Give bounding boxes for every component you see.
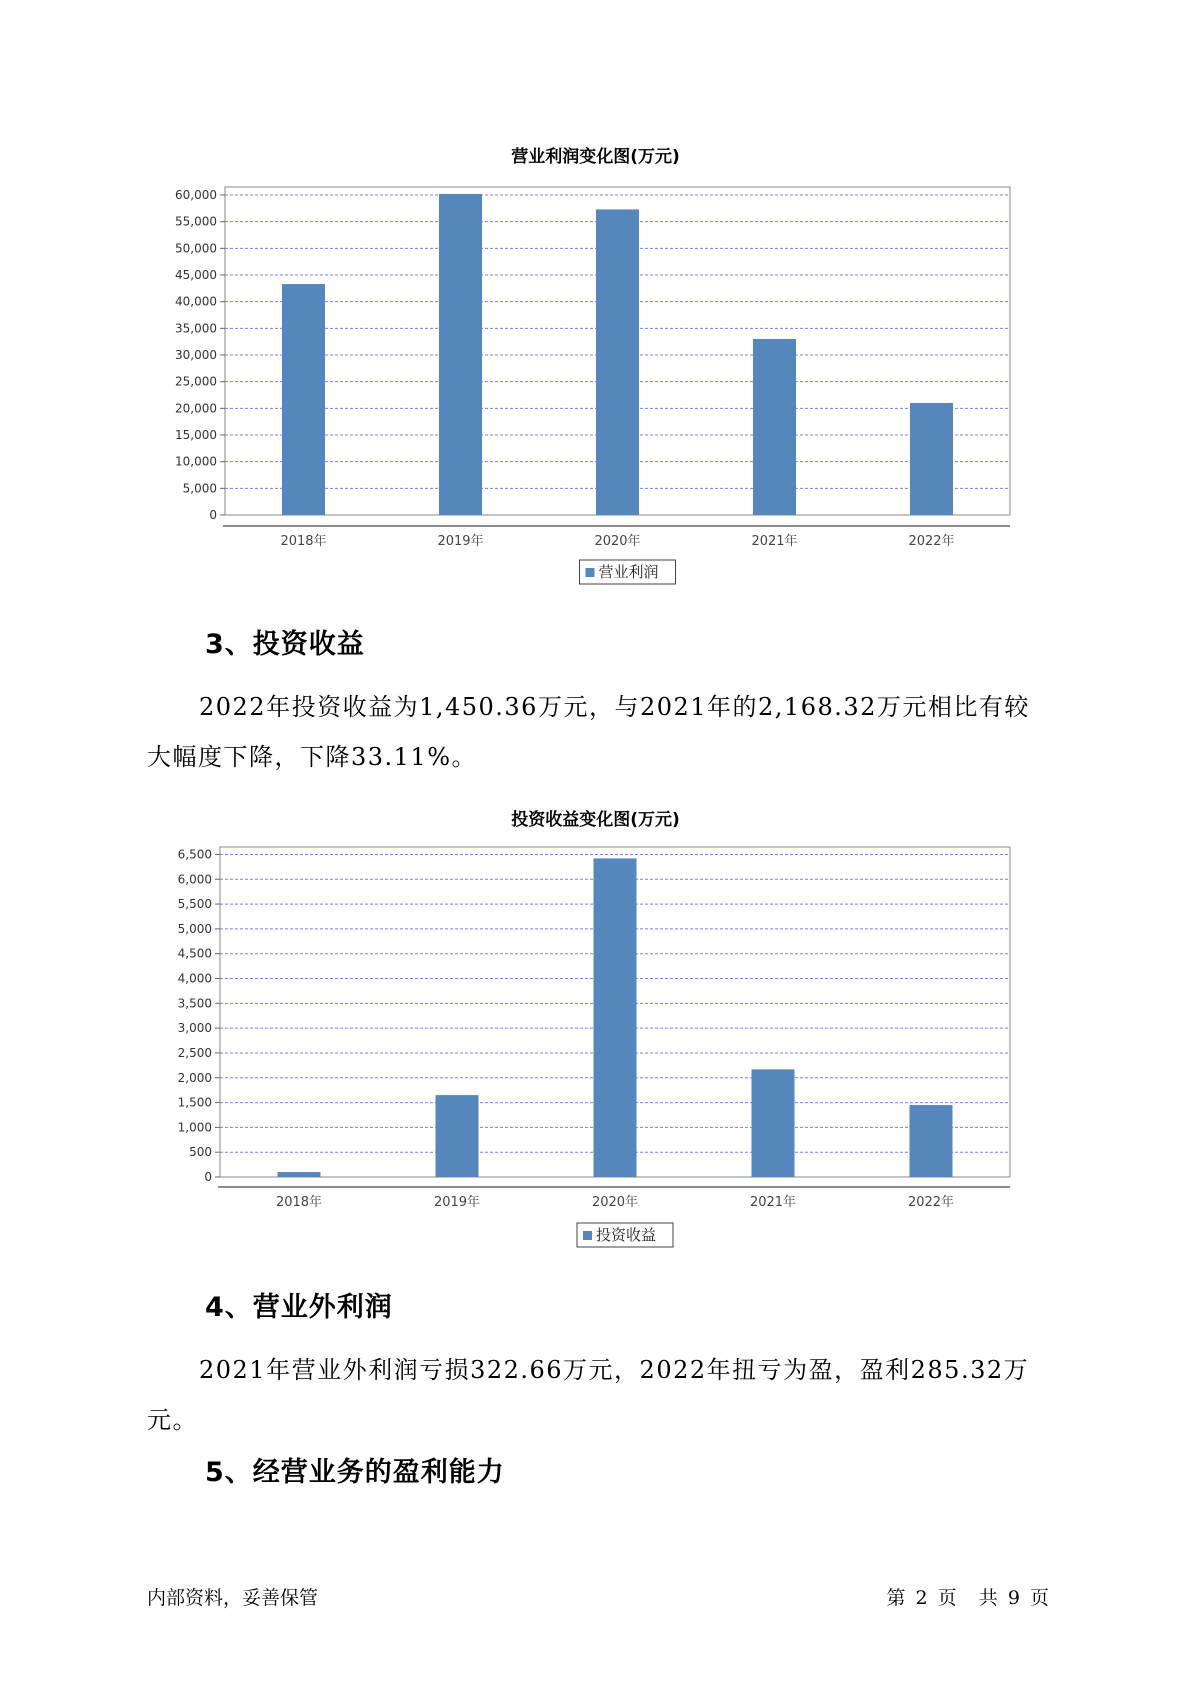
section-4-heading: 4、营业外利润 <box>205 1292 393 1323</box>
y-tick-label: 0 <box>204 1170 212 1184</box>
section-3-line2: 大幅度下降，下降33.11%。 <box>147 743 478 771</box>
y-tick-label: 45,000 <box>175 268 217 282</box>
section-5-heading: 5、经营业务的盈利能力 <box>205 1457 505 1488</box>
bar <box>753 339 796 515</box>
x-tick-label: 2020年 <box>591 1195 639 1210</box>
x-tick-label: 2021年 <box>749 1195 797 1210</box>
y-tick-label: 1,000 <box>177 1120 212 1135</box>
x-tick-label: 2019年 <box>437 534 484 549</box>
bar <box>910 403 953 515</box>
y-tick-label: 40,000 <box>175 294 217 309</box>
chart1-title: 营业利润变化图(万元) <box>511 147 680 167</box>
footer-confidential: 内部资料，妥善保管 <box>147 1587 319 1609</box>
x-tick-label: 2022年 <box>908 534 955 549</box>
section-4-paragraph <box>147 1345 1047 1445</box>
section-3-heading: 3、投资收益 <box>205 629 365 660</box>
legend-swatch <box>586 568 595 577</box>
x-tick-label: 2020年 <box>594 534 641 549</box>
y-tick-label: 4,500 <box>177 946 212 961</box>
section-4-line2: 元。 <box>147 1406 198 1434</box>
bar <box>752 1069 795 1177</box>
y-tick-label: 2,500 <box>177 1045 212 1060</box>
y-tick-label: 3,500 <box>177 996 212 1011</box>
bar <box>439 194 482 515</box>
y-tick-label: 30,000 <box>175 348 217 362</box>
x-tick-label: 2022年 <box>907 1195 955 1210</box>
y-tick-label: 1,500 <box>177 1095 212 1110</box>
legend-label: 投资收益 <box>596 1226 657 1244</box>
section-4-line1: 2021年营业外利润亏损322.66万元，2022年扭亏为盈，盈利285.32万 <box>199 1356 1030 1384</box>
bar <box>594 858 637 1177</box>
legend-swatch <box>583 1231 592 1240</box>
y-tick-label: 3,000 <box>177 1021 212 1036</box>
y-tick-label: 5,000 <box>182 481 217 496</box>
x-tick-label: 2018年 <box>280 534 327 549</box>
y-tick-label: 35,000 <box>175 321 217 336</box>
bar <box>596 209 639 515</box>
y-tick-label: 4,000 <box>177 971 212 986</box>
y-tick-label: 6,500 <box>177 847 212 862</box>
y-tick-label: 5,000 <box>177 921 212 936</box>
y-tick-label: 0 <box>209 508 217 522</box>
footer-page-info: 第 2 页 共 9 页 <box>886 1587 1049 1609</box>
y-tick-label: 60,000 <box>175 188 217 202</box>
total-pages: 9 <box>1007 1587 1020 1609</box>
y-tick-label: 10,000 <box>175 454 217 469</box>
section-3-line1: 2022年投资收益为1,450.36万元，与2021年的2,168.32万元相比有较 <box>199 693 1030 721</box>
x-tick-label: 2018年 <box>275 1195 323 1210</box>
operating-profit-chart <box>0 170 1191 620</box>
page-number: 2 <box>915 1587 928 1609</box>
y-tick-label: 6,000 <box>177 872 212 887</box>
section-3-paragraph <box>147 682 1047 782</box>
investment-income-chart <box>0 835 1191 1255</box>
y-tick-label: 500 <box>189 1145 212 1160</box>
bar <box>910 1105 953 1177</box>
y-tick-label: 20,000 <box>175 401 217 416</box>
legend-label: 营业利润 <box>598 563 659 581</box>
bar <box>282 284 325 515</box>
y-tick-label: 55,000 <box>175 214 217 229</box>
x-tick-label: 2021年 <box>751 534 798 549</box>
y-tick-label: 50,000 <box>175 241 217 256</box>
y-tick-label: 25,000 <box>175 374 217 389</box>
y-tick-label: 5,500 <box>177 897 212 912</box>
x-tick-label: 2019年 <box>433 1195 481 1210</box>
bar <box>278 1172 321 1177</box>
y-tick-label: 2,000 <box>177 1070 212 1085</box>
chart2-title: 投资收益变化图(万元) <box>511 810 680 830</box>
y-tick-label: 15,000 <box>175 428 217 442</box>
bar <box>436 1095 479 1177</box>
